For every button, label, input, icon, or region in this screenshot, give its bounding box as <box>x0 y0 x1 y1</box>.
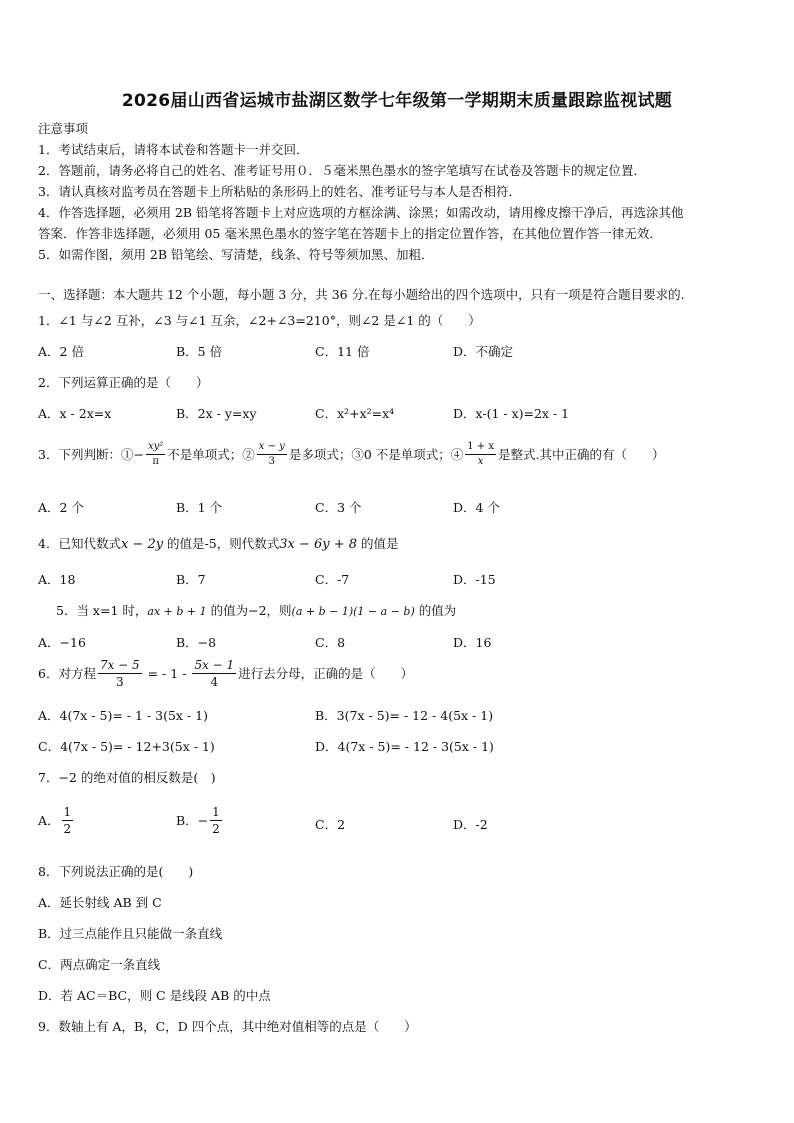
q5-expression-2: (a + b − 1)(1 − a − b) <box>291 605 415 618</box>
exam-title: 2026届山西省运城市盐湖区数学七年级第一学期期末质量跟踪监视试题 <box>121 91 673 111</box>
q3-fraction-3 <box>465 442 496 467</box>
q3-fraction-1 <box>146 442 165 467</box>
q5-prefix: 5．当 x=1 时， <box>56 603 148 618</box>
q2-option-d: D．x-(1 - x)=2x - 1 <box>453 406 570 421</box>
notice-item-3: 3．请认真核对监考员在答题卡上所粘贴的条形码上的姓名、准考证号与本人是否相符． <box>38 184 521 199</box>
q4-option-a: A．18 <box>38 572 76 587</box>
q7-option-a <box>38 806 75 835</box>
q6-fraction-2-numerator: 5x − 1 <box>194 658 235 672</box>
q6-fraction-2 <box>192 659 236 688</box>
notice-item-4: 4．作答选择题，必须用 2B 铅笔将答题卡上对应选项的方框涂满、涂黑；如需改动，请用橡皮擦干净后，再选涂其他 <box>38 205 684 220</box>
q3-text-2: 是多项式；③0 不是单项式；④ <box>288 446 464 462</box>
q2-option-b: B．2x - y=xy <box>176 406 257 421</box>
q6-option-d: D．4(7x - 5)= - 12 - 3(5x - 1) <box>315 739 494 754</box>
q3-fraction-2-denominator: 3 <box>268 456 275 467</box>
q3-fraction-1-numerator: xy² <box>146 442 165 455</box>
q1-option-c: C．11 倍 <box>315 344 370 359</box>
q6-suffix: 进行去分母，正确的是（ ） <box>238 665 414 681</box>
q8-stem: 8．下列说法正确的是( ) <box>38 864 194 879</box>
q4-prefix: 4．已知代数式 <box>38 536 121 551</box>
q7-option-b-numerator: 1 <box>212 805 220 819</box>
q5-stem <box>56 603 456 620</box>
q3-option-c: C．3 个 <box>315 500 362 515</box>
q7-option-a-fraction <box>62 806 74 835</box>
q5-suffix: 的值为 <box>414 603 457 618</box>
q7-option-b <box>176 806 224 835</box>
notice-heading: 注意事项 <box>38 121 89 136</box>
q5-option-a: A．−16 <box>38 635 86 650</box>
q6-fraction-1-denominator: 3 <box>116 675 124 689</box>
q5-option-b: B．−8 <box>176 635 217 650</box>
notice-item-2: 2．答题前，请务必将自己的姓名、准考证号用０．５毫米黑色墨水的签字笔填写在试卷及答题卡的规定位置． <box>38 163 646 178</box>
q8-option-d: D．若 AC＝BC，则 C 是线段 AB 的中点 <box>38 988 271 1003</box>
q2-option-c: C．x²+x²=x⁴ <box>315 406 395 421</box>
q9-stem: 9．数轴上有 A，B，C，D 四个点，其中绝对值相等的点是（ ） <box>38 1019 417 1034</box>
q3-fraction-1-denominator: π <box>152 456 159 467</box>
q6-fraction-1 <box>98 659 142 688</box>
q7-option-b-label: B．− <box>176 812 209 828</box>
q5-option-c: C．8 <box>315 635 346 650</box>
q7-option-b-denominator: 2 <box>212 822 220 836</box>
q2-stem: 2．下列运算正确的是（ ） <box>38 375 209 390</box>
q6-middle: = - 1 - <box>143 665 191 681</box>
q3-text-3: 是整式.其中正确的有（ ） <box>498 446 665 462</box>
q8-option-a: A．延长射线 AB 到 C <box>38 895 162 910</box>
q3-minus: − <box>133 446 144 462</box>
q6-stem <box>38 659 413 688</box>
section-heading: 一、选择题：本大题共 12 个小题，每小题 3 分，共 36 分.在每小题给出的四个选项中，只有一项是符合题目要求的. <box>38 287 685 302</box>
q4-suffix: 的值是 <box>357 536 399 551</box>
q4-option-d: D．-15 <box>453 572 496 587</box>
q6-prefix: 6．对方程 <box>38 665 96 681</box>
q3-fraction-3-denominator: x <box>477 456 484 467</box>
q3-fraction-3-numerator: 1 + x <box>465 442 496 455</box>
q5-option-d: D．16 <box>453 635 492 650</box>
q3-option-a: A．2 个 <box>38 500 84 515</box>
q3-option-d: D．4 个 <box>453 500 500 515</box>
q3-text-1: 不是单项式；② <box>167 446 255 462</box>
q3-prefix: 3．下列判断：① <box>38 446 134 462</box>
q4-expression-2: 3x − 6y + 8 <box>279 537 358 552</box>
notice-item-4-cont: 答案．作答非选择题，必须用 05 毫米黑色墨水的签字笔在答题卡上的指定位置作答，在其他位置作答一律无效． <box>38 226 662 241</box>
q4-middle: 的值是-5，则代数式 <box>163 536 280 551</box>
notice-item-5: 5．如需作图，须用 2B 铅笔绘、写清楚，线条、符号等须加黑、加粗． <box>38 247 434 262</box>
q3-stem <box>38 442 664 467</box>
q6-option-c: C．4(7x - 5)= - 12+3(5x - 1) <box>38 739 215 754</box>
q1-option-d: D．不确定 <box>453 344 514 359</box>
q4-expression-1: x − 2y <box>120 537 164 552</box>
q4-option-b: B．7 <box>176 572 206 587</box>
q3-option-b: B．1 个 <box>176 500 223 515</box>
q7-option-a-label: A． <box>38 812 60 828</box>
q7-option-c: C．2 <box>315 817 346 832</box>
q6-fraction-1-numerator: 7x − 5 <box>99 658 140 672</box>
q7-option-b-fraction <box>210 806 222 835</box>
q6-option-a: A．4(7x - 5)= - 1 - 3(5x - 1) <box>38 708 208 723</box>
q5-expression-1: ax + b + 1 <box>147 605 207 618</box>
q7-option-d: D．-2 <box>453 817 488 832</box>
q8-option-b: B．过三点能作且只能做一条直线 <box>38 926 223 941</box>
q3-fraction-2-numerator: x − y <box>257 442 287 455</box>
q4-stem <box>38 536 399 553</box>
q7-option-a-denominator: 2 <box>63 822 72 836</box>
q6-fraction-2-denominator: 4 <box>210 675 219 689</box>
q7-stem: 7．−2 的绝对值的相反数是( ) <box>38 770 216 785</box>
q7-option-a-numerator: 1 <box>63 805 72 819</box>
q8-option-c: C．两点确定一条直线 <box>38 957 161 972</box>
q5-middle: 的值为−2，则 <box>206 603 292 618</box>
q2-option-a: A．x - 2x=x <box>38 406 112 421</box>
q3-fraction-2 <box>257 442 287 467</box>
q1-option-a: A．2 倍 <box>38 344 84 359</box>
q6-option-b: B．3(7x - 5)= - 12 - 4(5x - 1) <box>315 708 494 723</box>
q1-option-b: B．5 倍 <box>176 344 223 359</box>
notice-item-1: 1．考试结束后，请将本试卷和答题卡一并交回． <box>38 142 309 157</box>
q4-option-c: C．-7 <box>315 572 350 587</box>
q1-stem: 1．∠1 与∠2 互补，∠3 与∠1 互余，∠2+∠3=210°，则∠2 是∠1 的（ ） <box>38 313 481 328</box>
